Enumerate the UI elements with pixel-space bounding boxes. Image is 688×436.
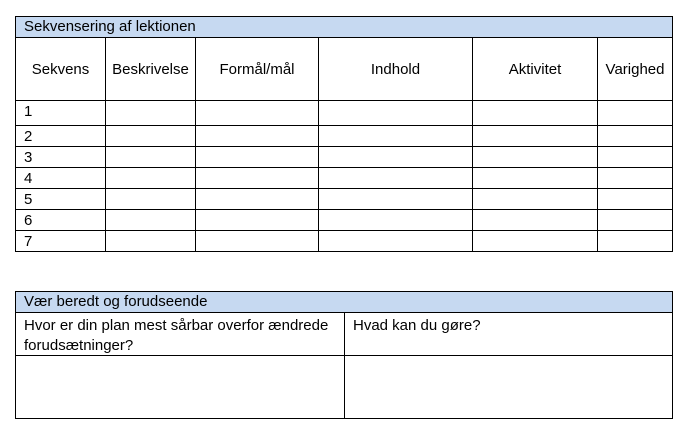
row-number: 3 bbox=[16, 147, 106, 168]
table-row bbox=[16, 168, 673, 189]
table-cell[interactable] bbox=[473, 126, 598, 147]
row-number: 4 bbox=[16, 168, 106, 189]
table-cell[interactable] bbox=[196, 210, 319, 231]
table-row bbox=[16, 189, 673, 210]
row-number: 7 bbox=[16, 231, 106, 252]
answer-cell-left[interactable] bbox=[16, 356, 345, 419]
header-indhold: Indhold bbox=[319, 38, 473, 101]
row-number: 5 bbox=[16, 189, 106, 210]
table-cell[interactable] bbox=[319, 126, 473, 147]
table-cell[interactable] bbox=[598, 168, 673, 189]
prepared-table bbox=[15, 291, 673, 419]
table-row bbox=[16, 101, 673, 126]
sequence-table-title: Sekvensering af lektionen bbox=[16, 17, 673, 38]
table-cell[interactable] bbox=[319, 147, 473, 168]
table-cell[interactable] bbox=[196, 189, 319, 210]
table-cell[interactable] bbox=[106, 147, 196, 168]
prepared-table-title: Vær beredt og forudseende bbox=[16, 292, 673, 313]
table-cell[interactable] bbox=[196, 168, 319, 189]
table-cell[interactable] bbox=[106, 126, 196, 147]
answer-cell-right[interactable] bbox=[345, 356, 673, 419]
sequence-table bbox=[15, 16, 673, 252]
table-row bbox=[16, 210, 673, 231]
row-number: 2 bbox=[16, 126, 106, 147]
table-cell[interactable] bbox=[598, 231, 673, 252]
table-cell[interactable] bbox=[319, 210, 473, 231]
table-cell[interactable] bbox=[473, 210, 598, 231]
header-sekvens: Sekvens bbox=[16, 38, 106, 101]
table-cell[interactable] bbox=[473, 231, 598, 252]
table-cell[interactable] bbox=[196, 147, 319, 168]
header-varighed: Varighed bbox=[598, 38, 673, 101]
table-cell[interactable] bbox=[106, 231, 196, 252]
table-cell[interactable] bbox=[319, 231, 473, 252]
table-cell[interactable] bbox=[106, 101, 196, 126]
table-cell[interactable] bbox=[319, 168, 473, 189]
table-cell[interactable] bbox=[473, 189, 598, 210]
header-formaal: Formål/mål bbox=[196, 38, 319, 101]
table-cell[interactable] bbox=[473, 147, 598, 168]
table-cell[interactable] bbox=[106, 168, 196, 189]
table-cell[interactable] bbox=[473, 101, 598, 126]
table-cell[interactable] bbox=[196, 101, 319, 126]
table-cell[interactable] bbox=[319, 101, 473, 126]
table-row bbox=[16, 147, 673, 168]
table-cell[interactable] bbox=[196, 231, 319, 252]
header-aktivitet: Aktivitet bbox=[473, 38, 598, 101]
question-what-can-you-do: Hvad kan du gøre? bbox=[345, 313, 673, 356]
question-vulnerability: Hvor er din plan mest sårbar overfor ændrede forudsætninger? bbox=[16, 313, 345, 356]
table-row bbox=[16, 231, 673, 252]
table-cell[interactable] bbox=[598, 101, 673, 126]
table-cell[interactable] bbox=[598, 210, 673, 231]
table-cell[interactable] bbox=[598, 189, 673, 210]
table-cell[interactable] bbox=[196, 126, 319, 147]
table-cell[interactable] bbox=[319, 189, 473, 210]
table-cell[interactable] bbox=[598, 126, 673, 147]
table-cell[interactable] bbox=[473, 168, 598, 189]
row-number: 1 bbox=[16, 101, 106, 126]
table-cell[interactable] bbox=[106, 210, 196, 231]
table-cell[interactable] bbox=[598, 147, 673, 168]
table-cell[interactable] bbox=[106, 189, 196, 210]
header-beskrivelse: Beskrivelse bbox=[106, 38, 196, 101]
table-row bbox=[16, 126, 673, 147]
row-number: 6 bbox=[16, 210, 106, 231]
